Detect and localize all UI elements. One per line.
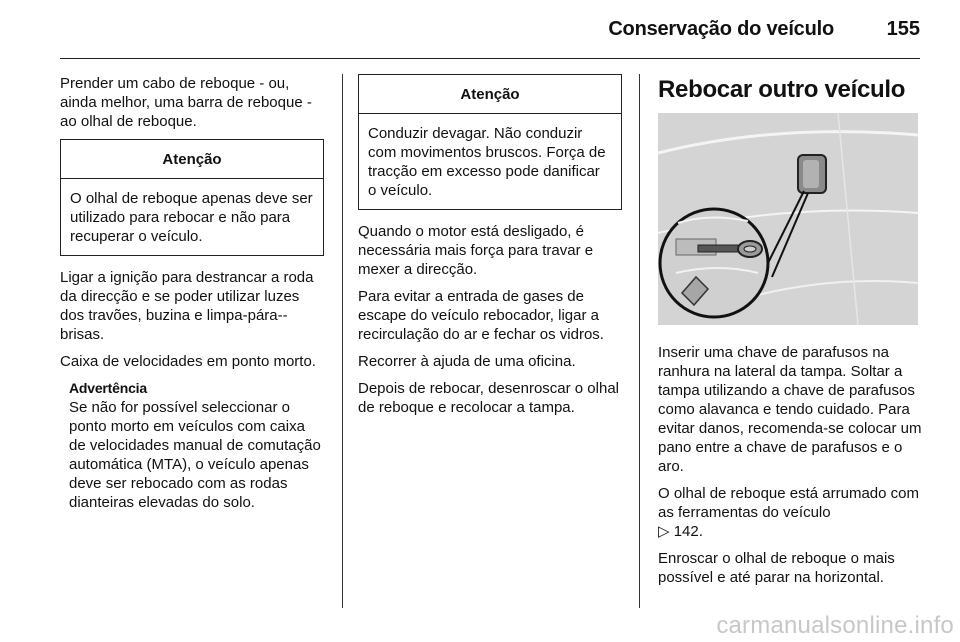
paragraph-exhaust: Para evitar a entrada de gases de escape do veículo rebocador, ligar a recirculação do ar e fechar os vidros. — [358, 288, 604, 343]
note-title: Advertência — [69, 380, 147, 396]
warning-box-text: Conduzir devagar. Não conduzir com movimentos bruscos. Força de tracção em excesso pode danificar o veículo. — [368, 125, 606, 199]
paragraph-screw-eye: Enroscar o olhal de reboque o mais possível e até parar na horizontal. — [658, 550, 895, 586]
paragraph-engine-off: Quando o motor está desligado, é necessária mais força para travar e mexer a direcção. — [358, 223, 594, 278]
paragraph-tow-eye-storage — [658, 484, 922, 541]
page-reference[interactable]: 142. — [673, 523, 703, 540]
column-middle — [358, 66, 622, 425]
column-right — [658, 74, 922, 595]
section-heading: Rebocar outro veículo — [658, 76, 906, 103]
warning-box-middle — [358, 74, 622, 210]
tow-eye-storage-text: O olhal de reboque está arrumado com as ferramentas do veículo — [658, 485, 919, 521]
tow-eye-illustration — [658, 113, 918, 325]
paragraph-ignition: Ligar a ignição para destrancar a roda da direcção e se poder utilizar luzes dos travões, buzina e limpa-pára--brisas. — [60, 269, 314, 343]
warning-box-title: Atenção — [61, 140, 323, 179]
bumper-cover-drawing — [658, 113, 918, 325]
page-number: 155 — [886, 18, 920, 40]
header-divider — [60, 58, 920, 59]
paragraph-tow-rope: Prender um cabo de reboque - ou, ainda melhor, uma barra de reboque - ao olhal de reboque. — [60, 75, 312, 130]
page-header-title: Conservação do veículo — [608, 18, 834, 40]
warning-box-title: Atenção — [359, 75, 621, 114]
paragraph-after-towing: Depois de rebocar, desenroscar o olhal de reboque e recolocar a tampa. — [358, 380, 619, 416]
paragraph-neutral: Caixa de velocidades em ponto morto. — [60, 353, 316, 370]
warning-box-text: O olhal de reboque apenas deve ser utilizado para rebocar e não para recuperar o veículo. — [70, 190, 313, 245]
column-divider-left — [342, 74, 343, 608]
note-text: Se não for possível seleccionar o ponto morto em veículos com caixa de velocidades manual de comutação automática (MTA), o veículo apenas deve ser rebocado com as rodas dianteiras elevadas do solo. — [69, 399, 321, 511]
paragraph-remove-cover: Inserir uma chave de parafusos na ranhura na lateral da tampa. Soltar a tampa utilizando a chave de parafusos como alavanca e tendo cuidado. Para evitar danos, recomenda-se colocar um pano entre a chave de parafusos e o aro. — [658, 344, 922, 475]
column-left — [60, 74, 324, 512]
paragraph-workshop: Recorrer à ajuda de uma oficina. — [358, 353, 576, 370]
footer-watermark: carmanualsonline.info — [716, 612, 954, 639]
warning-box-left — [60, 139, 324, 256]
note-block — [60, 379, 324, 512]
column-divider-right — [639, 74, 640, 608]
triangle-right-icon: ▷ — [658, 523, 670, 540]
